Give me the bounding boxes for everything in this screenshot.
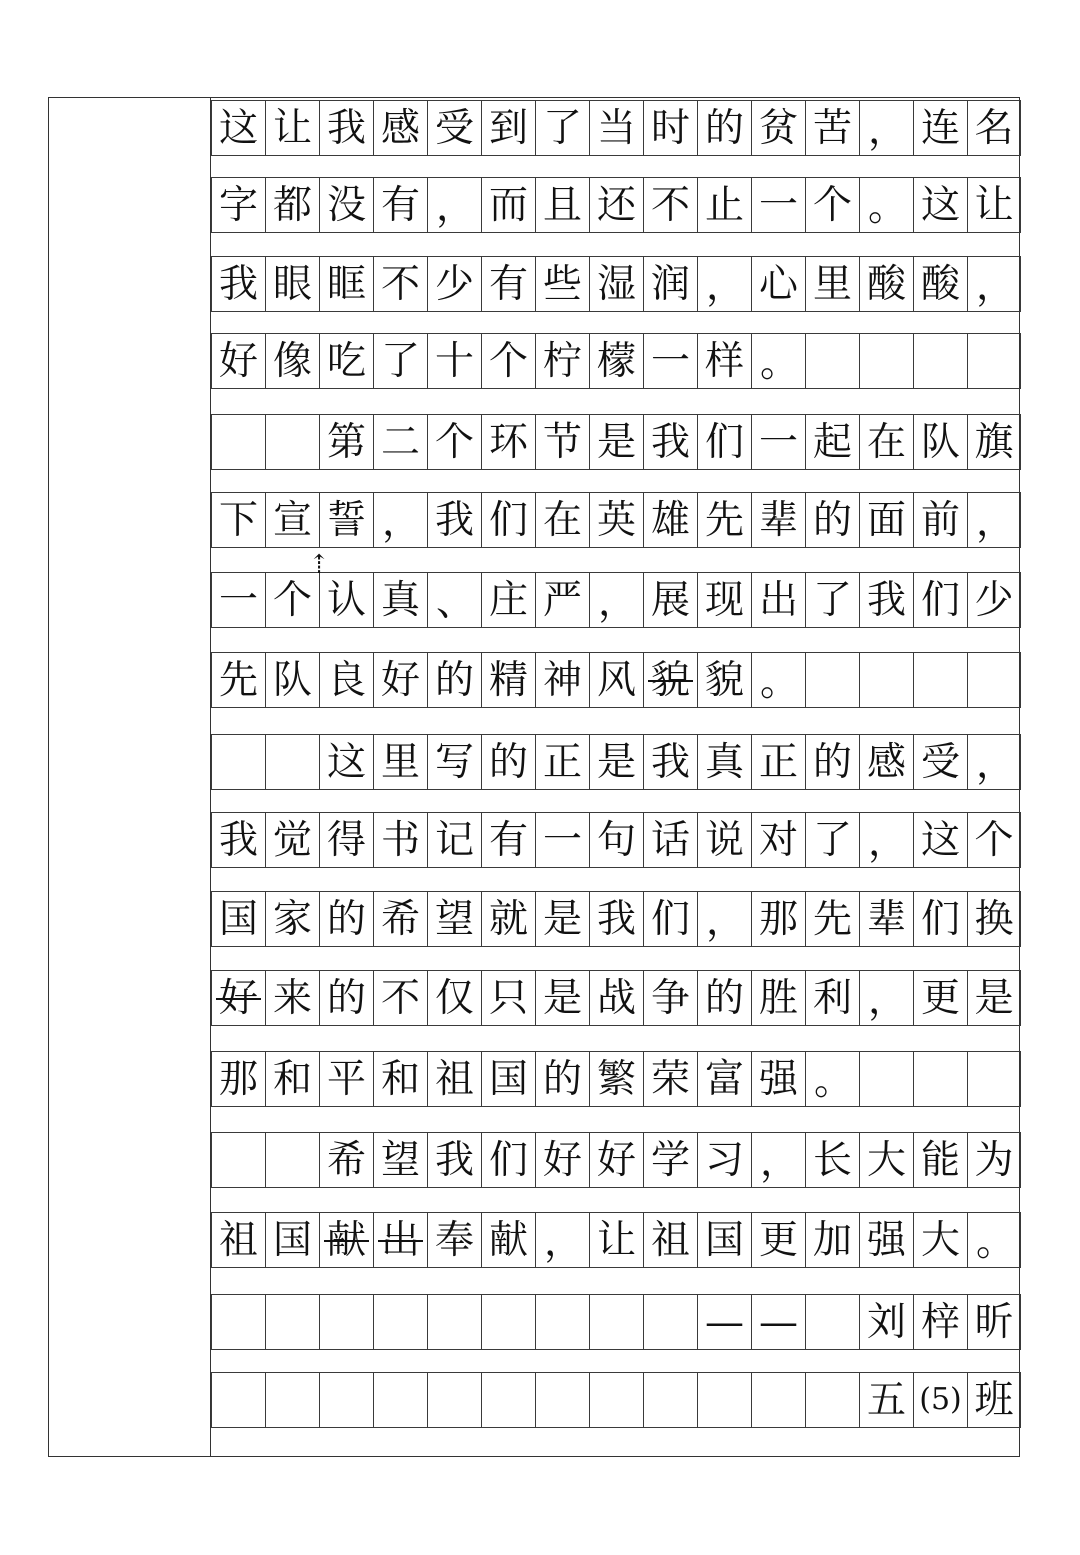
grid-cell-character: 出 bbox=[373, 1212, 427, 1268]
grid-cell-character: 觉 bbox=[265, 812, 319, 868]
grid-cell-character: 先 bbox=[805, 891, 859, 947]
grid-cell-character: 希 bbox=[319, 1132, 373, 1188]
grid-cell-character: 有 bbox=[373, 177, 427, 233]
grid-cell-character: 。 bbox=[805, 1051, 859, 1107]
grid-cell-character: 心 bbox=[751, 256, 805, 312]
grid-cell-character: 奉 bbox=[427, 1212, 481, 1268]
grid-cell-character: 学 bbox=[643, 1132, 697, 1188]
grid-cell-character: 祖 bbox=[211, 1212, 265, 1268]
grid-cell-character: ， bbox=[427, 177, 481, 233]
grid-cell-character: 的 bbox=[535, 1051, 589, 1107]
grid-cell-character: 像 bbox=[265, 333, 319, 389]
grid-row bbox=[211, 812, 1021, 868]
grid-row bbox=[211, 1294, 1021, 1350]
grid-cell-character: ， bbox=[589, 572, 643, 628]
grid-cell-character: 我 bbox=[427, 492, 481, 548]
grid-cell-character: 不 bbox=[373, 256, 427, 312]
grid-cell-character: 这 bbox=[319, 734, 373, 790]
grid-cell-character: 这 bbox=[913, 812, 967, 868]
grid-cell-character: 的 bbox=[697, 100, 751, 156]
grid-cell-character: 节 bbox=[535, 414, 589, 470]
grid-cell-character: 国 bbox=[481, 1051, 535, 1107]
grid-cell-character: 习 bbox=[697, 1132, 751, 1188]
grid-cell-empty bbox=[265, 414, 319, 470]
grid-cell-character: 祖 bbox=[643, 1212, 697, 1268]
grid-cell-character: 这 bbox=[211, 100, 265, 156]
grid-row bbox=[211, 1051, 1021, 1107]
grid-cell-empty bbox=[967, 333, 1021, 389]
grid-cell-character: 希 bbox=[373, 891, 427, 947]
grid-cell-empty bbox=[373, 1372, 427, 1428]
grid-cell-character: 誓 bbox=[319, 492, 373, 548]
grid-cell-character: 荣 bbox=[643, 1051, 697, 1107]
grid-cell-character: 战 bbox=[589, 970, 643, 1026]
grid-cell-character: 受 bbox=[427, 100, 481, 156]
grid-cell-character: 那 bbox=[211, 1051, 265, 1107]
grid-cell-character: ， bbox=[859, 100, 913, 156]
grid-cell-character: 对 bbox=[751, 812, 805, 868]
grid-cell-empty bbox=[913, 333, 967, 389]
grid-cell-character: 个 bbox=[967, 812, 1021, 868]
grid-cell-character: 富 bbox=[697, 1051, 751, 1107]
grid-cell-character: 们 bbox=[481, 1132, 535, 1188]
grid-cell-character: 英 bbox=[589, 492, 643, 548]
grid-cell-character: 感 bbox=[859, 734, 913, 790]
grid-cell-character: ， bbox=[967, 492, 1021, 548]
grid-cell-character: 让 bbox=[967, 177, 1021, 233]
grid-cell-character: 献 bbox=[481, 1212, 535, 1268]
grid-cell-character: 一 bbox=[211, 572, 265, 628]
grid-cell-character: 檬 bbox=[589, 333, 643, 389]
grid-cell-character: 我 bbox=[643, 414, 697, 470]
grid-cell-character: 名 bbox=[967, 100, 1021, 156]
grid-cell-character: 。 bbox=[967, 1212, 1021, 1268]
grid-cell-character: 些 bbox=[535, 256, 589, 312]
grid-cell-character: 眼 bbox=[265, 256, 319, 312]
grid-cell-empty bbox=[859, 652, 913, 708]
grid-cell-character: 国 bbox=[265, 1212, 319, 1268]
grid-cell-empty bbox=[967, 1051, 1021, 1107]
grid-cell-character: 只 bbox=[481, 970, 535, 1026]
grid-cell-character: 强 bbox=[859, 1212, 913, 1268]
grid-cell-character: 个 bbox=[265, 572, 319, 628]
grid-row bbox=[211, 177, 1021, 233]
grid-cell-character: 的 bbox=[319, 970, 373, 1026]
grid-cell-character: 神 bbox=[535, 652, 589, 708]
grid-cell-character: 书 bbox=[373, 812, 427, 868]
grid-cell-character: 雄 bbox=[643, 492, 697, 548]
grid-cell-character: 风 bbox=[589, 652, 643, 708]
grid-cell-character: 好 bbox=[589, 1132, 643, 1188]
grid-cell-character: 争 bbox=[643, 970, 697, 1026]
grid-cell-character: 都 bbox=[265, 177, 319, 233]
grid-cell-character: 那 bbox=[751, 891, 805, 947]
grid-row bbox=[211, 550, 1021, 628]
grid-cell-character: 前 bbox=[913, 492, 967, 548]
grid-cell-character: 得 bbox=[319, 812, 373, 868]
grid-cell-character: 少 bbox=[967, 572, 1021, 628]
grid-cell-character: 第 bbox=[319, 414, 373, 470]
grid-cell-empty bbox=[913, 652, 967, 708]
grid-cell-empty bbox=[373, 1294, 427, 1350]
grid-cell-character: 展 bbox=[643, 572, 697, 628]
grid-cell-character: 我 bbox=[211, 812, 265, 868]
grid-cell-empty bbox=[535, 1294, 589, 1350]
grid-cell-empty bbox=[805, 652, 859, 708]
grid-cell-character: 精 bbox=[481, 652, 535, 708]
grid-cell-character: 更 bbox=[751, 1212, 805, 1268]
grid-cell-empty bbox=[751, 1372, 805, 1428]
grid-cell-character: 下 bbox=[211, 492, 265, 548]
grid-cell-empty bbox=[859, 1051, 913, 1107]
grid-cell-character: (5) bbox=[913, 1372, 967, 1428]
grid-cell-empty bbox=[643, 1294, 697, 1350]
grid-cell-character: 加 bbox=[805, 1212, 859, 1268]
grid-cell-empty bbox=[967, 652, 1021, 708]
grid-cell-character: 字 bbox=[211, 177, 265, 233]
grid-cell-character: 辈 bbox=[751, 492, 805, 548]
grid-cell-character: 写 bbox=[427, 734, 481, 790]
grid-cell-character: 我 bbox=[589, 891, 643, 947]
grid-cell-empty bbox=[211, 1294, 265, 1350]
grid-cell-character: 。 bbox=[859, 177, 913, 233]
grid-cell-character: 柠 bbox=[535, 333, 589, 389]
grid-cell-character: 为 bbox=[967, 1132, 1021, 1188]
grid-cell-empty bbox=[481, 1294, 535, 1350]
grid-cell-character: 。 bbox=[751, 333, 805, 389]
grid-cell-empty bbox=[265, 1294, 319, 1350]
grid-cell-character: 句 bbox=[589, 812, 643, 868]
grid-cell-character: 贫 bbox=[751, 100, 805, 156]
grid-cell-character: 出 bbox=[751, 572, 805, 628]
grid-cell-character: 和 bbox=[373, 1051, 427, 1107]
grid-cell-character: 梓 bbox=[913, 1294, 967, 1350]
grid-cell-character: 受 bbox=[913, 734, 967, 790]
grid-cell-character: 在 bbox=[535, 492, 589, 548]
grid-cell-character: 庄 bbox=[481, 572, 535, 628]
grid-cell-character: 是 bbox=[589, 734, 643, 790]
grid-cell-character: 望 bbox=[373, 1132, 427, 1188]
grid-cell-character: 连 bbox=[913, 100, 967, 156]
grid-cell-character: 湿 bbox=[589, 256, 643, 312]
grid-cell-character: 是 bbox=[967, 970, 1021, 1026]
grid-cell-character: ， bbox=[697, 256, 751, 312]
grid-cell-character: 了 bbox=[805, 572, 859, 628]
grid-cell-empty bbox=[805, 1294, 859, 1350]
grid-cell-character: ， bbox=[859, 970, 913, 1026]
grid-row bbox=[211, 970, 1021, 1026]
grid-cell-character: 们 bbox=[643, 891, 697, 947]
grid-cell-character: 我 bbox=[211, 256, 265, 312]
grid-cell-character: 大 bbox=[859, 1132, 913, 1188]
grid-cell-character: 一 bbox=[535, 812, 589, 868]
grid-cell-empty bbox=[805, 1372, 859, 1428]
writing-grid bbox=[211, 0, 1021, 1555]
grid-cell-empty bbox=[589, 1372, 643, 1428]
grid-cell-character: 辈 bbox=[859, 891, 913, 947]
grid-cell-character: 就 bbox=[481, 891, 535, 947]
grid-cell-empty bbox=[265, 734, 319, 790]
grid-cell-character: 的 bbox=[805, 492, 859, 548]
grid-cell-character: 严 bbox=[535, 572, 589, 628]
grid-cell-character: 认 bbox=[319, 572, 373, 628]
grid-cell-character: 利 bbox=[805, 970, 859, 1026]
grid-cell-character: 先 bbox=[697, 492, 751, 548]
grid-cell-character: 的 bbox=[427, 652, 481, 708]
grid-cell-character: 少 bbox=[427, 256, 481, 312]
grid-cell-character: 个 bbox=[805, 177, 859, 233]
grid-cell-character: 我 bbox=[427, 1132, 481, 1188]
grid-cell-character: 苦 bbox=[805, 100, 859, 156]
grid-cell-character: 的 bbox=[805, 734, 859, 790]
grid-cell-character: 良 bbox=[319, 652, 373, 708]
grid-cell-character: 在 bbox=[859, 414, 913, 470]
grid-cell-character: ， bbox=[967, 256, 1021, 312]
grid-cell-empty bbox=[427, 1294, 481, 1350]
grid-cell-empty bbox=[427, 1372, 481, 1428]
grid-cell-character: 我 bbox=[643, 734, 697, 790]
grid-cell-character: 好 bbox=[211, 970, 265, 1026]
grid-cell-empty bbox=[589, 1294, 643, 1350]
grid-row bbox=[211, 1212, 1021, 1268]
grid-cell-character: 记 bbox=[427, 812, 481, 868]
grid-cell-character: 正 bbox=[751, 734, 805, 790]
grid-cell-character: 正 bbox=[535, 734, 589, 790]
grid-cell-character: 让 bbox=[265, 100, 319, 156]
grid-cell-character: 貌 bbox=[697, 652, 751, 708]
grid-cell-character: 起 bbox=[805, 414, 859, 470]
grid-cell-empty bbox=[697, 1372, 751, 1428]
grid-cell-character: 了 bbox=[535, 100, 589, 156]
grid-cell-character: 时 bbox=[643, 100, 697, 156]
grid-cell-empty bbox=[319, 1294, 373, 1350]
grid-cell-character: — bbox=[751, 1294, 805, 1350]
grid-cell-character: ， bbox=[859, 812, 913, 868]
grid-cell-empty bbox=[859, 333, 913, 389]
grid-cell-character: ， bbox=[535, 1212, 589, 1268]
grid-cell-character: 们 bbox=[697, 414, 751, 470]
grid-cell-character: 有 bbox=[481, 812, 535, 868]
grid-cell-character: 好 bbox=[373, 652, 427, 708]
grid-cell-character: 现 bbox=[697, 572, 751, 628]
grid-cell-character: 队 bbox=[913, 414, 967, 470]
grid-cell-character: 里 bbox=[373, 734, 427, 790]
grid-cell-character: 不 bbox=[373, 970, 427, 1026]
grid-cell-character: 祖 bbox=[427, 1051, 481, 1107]
grid-cell-character: 是 bbox=[535, 891, 589, 947]
grid-cell-empty bbox=[643, 1372, 697, 1428]
grid-cell-character: 样 bbox=[697, 333, 751, 389]
grid-cell-character: 队 bbox=[265, 652, 319, 708]
grid-cell-character: — bbox=[697, 1294, 751, 1350]
grid-cell-character: 且 bbox=[535, 177, 589, 233]
grid-cell-character: 而 bbox=[481, 177, 535, 233]
grid-row bbox=[211, 414, 1021, 470]
grid-cell-empty bbox=[211, 734, 265, 790]
grid-cell-character: 是 bbox=[535, 970, 589, 1026]
grid-cell-character: 。 bbox=[751, 652, 805, 708]
grid-cell-character: 一 bbox=[751, 414, 805, 470]
grid-cell-empty bbox=[319, 1372, 373, 1428]
grid-cell-character: 强 bbox=[751, 1051, 805, 1107]
grid-cell-character: ， bbox=[967, 734, 1021, 790]
grid-cell-empty bbox=[265, 1132, 319, 1188]
grid-cell-character: 到 bbox=[481, 100, 535, 156]
grid-cell-character: 献 bbox=[319, 1212, 373, 1268]
grid-row bbox=[211, 492, 1021, 548]
grid-cell-character: 的 bbox=[319, 891, 373, 947]
grid-cell-character: 国 bbox=[697, 1212, 751, 1268]
grid-cell-character: 大 bbox=[913, 1212, 967, 1268]
grid-cell-character: 来 bbox=[265, 970, 319, 1026]
insertion-caret-mark: ⇡ bbox=[308, 550, 330, 580]
grid-cell-character: 平 bbox=[319, 1051, 373, 1107]
grid-cell-character: 是 bbox=[589, 414, 643, 470]
grid-cell-character: 我 bbox=[859, 572, 913, 628]
grid-cell-character: 昕 bbox=[967, 1294, 1021, 1350]
grid-cell-empty bbox=[211, 1372, 265, 1428]
grid-cell-character: 让 bbox=[589, 1212, 643, 1268]
grid-cell-character: 好 bbox=[211, 333, 265, 389]
grid-cell-character: 酸 bbox=[913, 256, 967, 312]
grid-cell-character: 五 bbox=[859, 1372, 913, 1428]
grid-row bbox=[211, 652, 1021, 708]
grid-cell-character: 更 bbox=[913, 970, 967, 1026]
grid-row bbox=[211, 891, 1021, 947]
grid-cell-character: 真 bbox=[373, 572, 427, 628]
grid-cell-character: 吃 bbox=[319, 333, 373, 389]
grid-cell-character: 繁 bbox=[589, 1051, 643, 1107]
grid-cell-character: 们 bbox=[481, 492, 535, 548]
grid-cell-character: 好 bbox=[535, 1132, 589, 1188]
grid-cell-character: 们 bbox=[913, 572, 967, 628]
grid-cell-character: 润 bbox=[643, 256, 697, 312]
grid-cell-character: 个 bbox=[427, 414, 481, 470]
grid-row bbox=[211, 1132, 1021, 1188]
grid-cell-character: 的 bbox=[481, 734, 535, 790]
grid-cell-character: 二 bbox=[373, 414, 427, 470]
grid-cell-character: 换 bbox=[967, 891, 1021, 947]
grid-cell-character: 和 bbox=[265, 1051, 319, 1107]
grid-cell-character: 能 bbox=[913, 1132, 967, 1188]
grid-cell-character: 十 bbox=[427, 333, 481, 389]
grid-cell-empty bbox=[805, 333, 859, 389]
grid-cell-character: 说 bbox=[697, 812, 751, 868]
grid-cell-empty bbox=[481, 1372, 535, 1428]
grid-cell-character: 里 bbox=[805, 256, 859, 312]
grid-cell-character: 这 bbox=[913, 177, 967, 233]
grid-cell-character: 还 bbox=[589, 177, 643, 233]
grid-cell-character: 望 bbox=[427, 891, 481, 947]
grid-cell-character: 话 bbox=[643, 812, 697, 868]
grid-cell-character: ， bbox=[697, 891, 751, 947]
grid-cell-character: 旗 bbox=[967, 414, 1021, 470]
grid-cell-character: 们 bbox=[913, 891, 967, 947]
grid-cell-character: 貌 bbox=[643, 652, 697, 708]
grid-cell-character: 止 bbox=[697, 177, 751, 233]
grid-cell-character: 班 bbox=[967, 1372, 1021, 1428]
grid-cell-empty bbox=[211, 1132, 265, 1188]
grid-cell-character: 感 bbox=[373, 100, 427, 156]
grid-cell-character: 仅 bbox=[427, 970, 481, 1026]
grid-cell-character: 长 bbox=[805, 1132, 859, 1188]
grid-cell-character: 眶 bbox=[319, 256, 373, 312]
grid-cell-empty bbox=[913, 1051, 967, 1107]
grid-cell-character: 我 bbox=[319, 100, 373, 156]
grid-cell-character: 没 bbox=[319, 177, 373, 233]
grid-cell-character: 酸 bbox=[859, 256, 913, 312]
grid-cell-empty bbox=[211, 414, 265, 470]
grid-cell-character: 了 bbox=[373, 333, 427, 389]
grid-cell-character: 家 bbox=[265, 891, 319, 947]
grid-cell-character: 了 bbox=[805, 812, 859, 868]
grid-cell-character: 宣 bbox=[265, 492, 319, 548]
grid-cell-character: 一 bbox=[643, 333, 697, 389]
grid-cell-empty bbox=[535, 1372, 589, 1428]
grid-cell-character: 真 bbox=[697, 734, 751, 790]
grid-cell-character: ， bbox=[373, 492, 427, 548]
grid-cell-character: 、 bbox=[427, 572, 481, 628]
grid-cell-character: 的 bbox=[697, 970, 751, 1026]
grid-cell-character: ， bbox=[751, 1132, 805, 1188]
grid-cell-character: 面 bbox=[859, 492, 913, 548]
grid-cell-character: 先 bbox=[211, 652, 265, 708]
grid-row bbox=[211, 100, 1021, 156]
grid-row bbox=[211, 1372, 1021, 1428]
grid-cell-character: 胜 bbox=[751, 970, 805, 1026]
grid-cell-character: 不 bbox=[643, 177, 697, 233]
grid-cell-character: 刘 bbox=[859, 1294, 913, 1350]
grid-cell-character: 环 bbox=[481, 414, 535, 470]
grid-row bbox=[211, 256, 1021, 312]
grid-cell-empty bbox=[265, 1372, 319, 1428]
grid-row bbox=[211, 333, 1021, 389]
grid-cell-character: 国 bbox=[211, 891, 265, 947]
grid-row bbox=[211, 734, 1021, 790]
grid-cell-character: 一 bbox=[751, 177, 805, 233]
grid-cell-character: 有 bbox=[481, 256, 535, 312]
grid-cell-character: 个 bbox=[481, 333, 535, 389]
grid-cell-character: 当 bbox=[589, 100, 643, 156]
